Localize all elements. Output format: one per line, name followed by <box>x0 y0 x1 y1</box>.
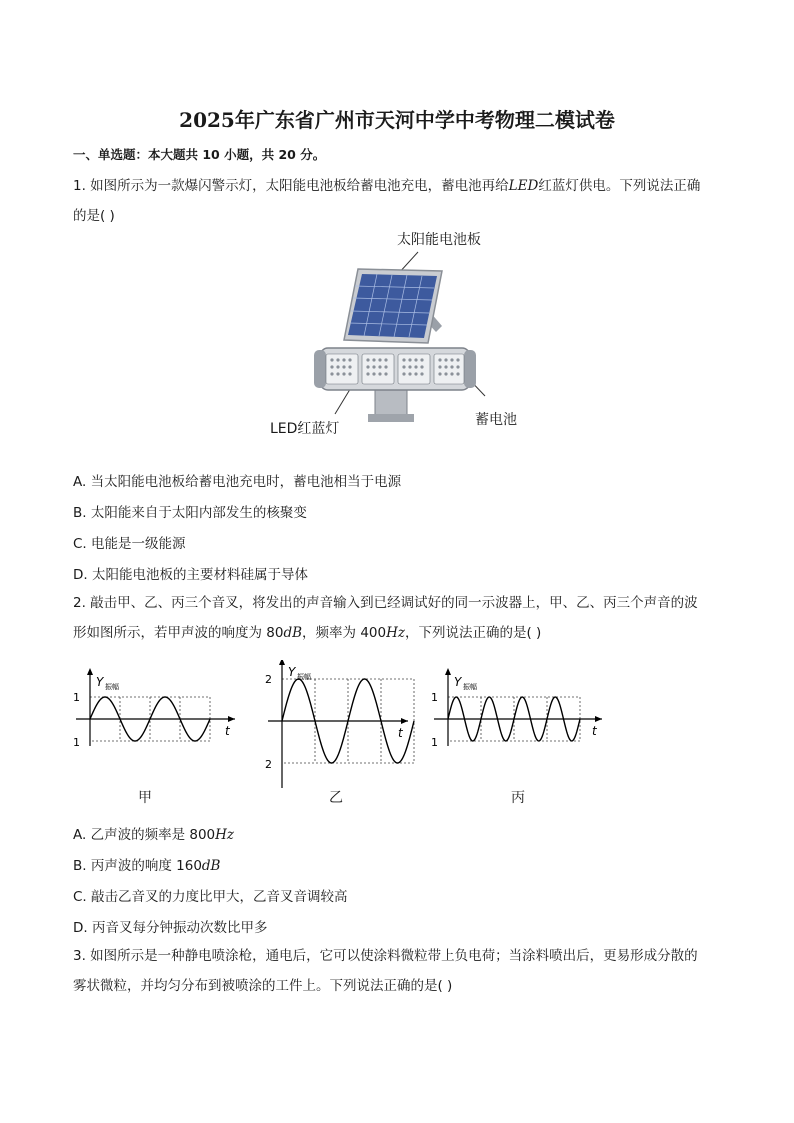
q2-option-c: C. 敲击乙音叉的力度比甲大，乙音叉音调较高 <box>73 889 348 905</box>
wave-0-t-arrow <box>228 716 235 722</box>
wave-1-y-arrow <box>279 660 285 665</box>
q1-option-a: A. 当太阳能电池板给蓄电池充电时，蓄电池相当于电源 <box>73 474 402 490</box>
page-title: 2025年广东省广州市天河中学中考物理二模试卷 <box>179 108 615 132</box>
wave-2-y-arrow <box>445 668 451 675</box>
wave-1-t-arrow <box>401 718 408 724</box>
wave-label-jia: 甲 <box>138 790 152 806</box>
q2-stem-line1: 2. 敲击甲、乙、丙三个音叉，将发出的声音输入到已经调试好的同一示波器上，甲、乙、丙三个声音的波 <box>73 595 698 611</box>
wave-1-amp-top-label: 2 <box>265 673 272 686</box>
wave-0-y-arrow <box>87 668 93 675</box>
wave-2-y-label: Y <box>454 675 462 689</box>
q1-option-c: C. 电能是一级能源 <box>73 536 186 552</box>
wave-label-bing: 丙 <box>511 790 525 806</box>
wave-2-amp-top-label: 1 <box>431 691 438 704</box>
wave-0-t-label: t <box>225 724 230 738</box>
wave-1-amp-bottom-label: 2 <box>265 758 272 771</box>
q2-option-b: B. 丙声波的响度 160dB <box>73 858 221 874</box>
wave-2-y-sub-label: 振幅 <box>463 683 477 691</box>
led-term: LED <box>508 178 539 194</box>
q1-option-b: B. 太阳能来自于太阳内部发生的核聚变 <box>73 505 307 521</box>
wave-0-y-sub-label: 振幅 <box>105 683 119 691</box>
q2-option-d: D. 丙音叉每分钟振动次数比甲多 <box>73 920 268 936</box>
wave-1-y-sub-label: 振幅 <box>297 673 311 681</box>
wave-2-t-arrow <box>595 716 602 722</box>
wave-0-y-label: Y <box>96 675 104 689</box>
wave-1-y-label: Y <box>288 665 296 679</box>
q1-stem-line2: 的是( ) <box>73 208 115 224</box>
wave-0-amp-bottom-label: 1 <box>73 736 80 749</box>
battery-label: 蓄电池 <box>475 412 517 428</box>
led-lamp-label: LED红蓝灯 <box>270 421 340 437</box>
q1-stem-line1: 1. 如图所示为一款爆闪警示灯，太阳能电池板给蓄电池充电，蓄电池再给LED红蓝灯供电。下列说法正确 <box>73 178 701 194</box>
wave-2-t-label: t <box>592 724 597 738</box>
q2-option-a: A. 乙声波的频率是 800Hz <box>73 827 235 843</box>
solar-panel-label: 太阳能电池板 <box>397 232 481 248</box>
q1-option-d: D. 太阳能电池板的主要材料硅属于导体 <box>73 567 308 583</box>
wave-2-amp-bottom-label: 1 <box>431 736 438 749</box>
wave-1-t-label: t <box>398 726 403 740</box>
wave-0-amp-top-label: 1 <box>73 691 80 704</box>
q3-stem-line1: 3. 如图所示是一种静电喷涂枪，通电后，它可以使涂料微粒带上负电荷；当涂料喷出后，更易形成分散的 <box>73 948 698 964</box>
wave-label-yi: 乙 <box>329 790 343 806</box>
q2-stem-line2: 形如图所示，若甲声波的响度为 80dB，频率为 400Hz，下列说法正确的是( ) <box>73 625 542 641</box>
oscilloscope-waveforms <box>70 660 610 805</box>
section-heading: 一、单选题：本大题共 10 小题，共 20 分。 <box>73 147 326 162</box>
q3-stem-line2: 雾状微粒，并均匀分布到被喷涂的工件上。下列说法正确的是( ) <box>73 978 453 994</box>
